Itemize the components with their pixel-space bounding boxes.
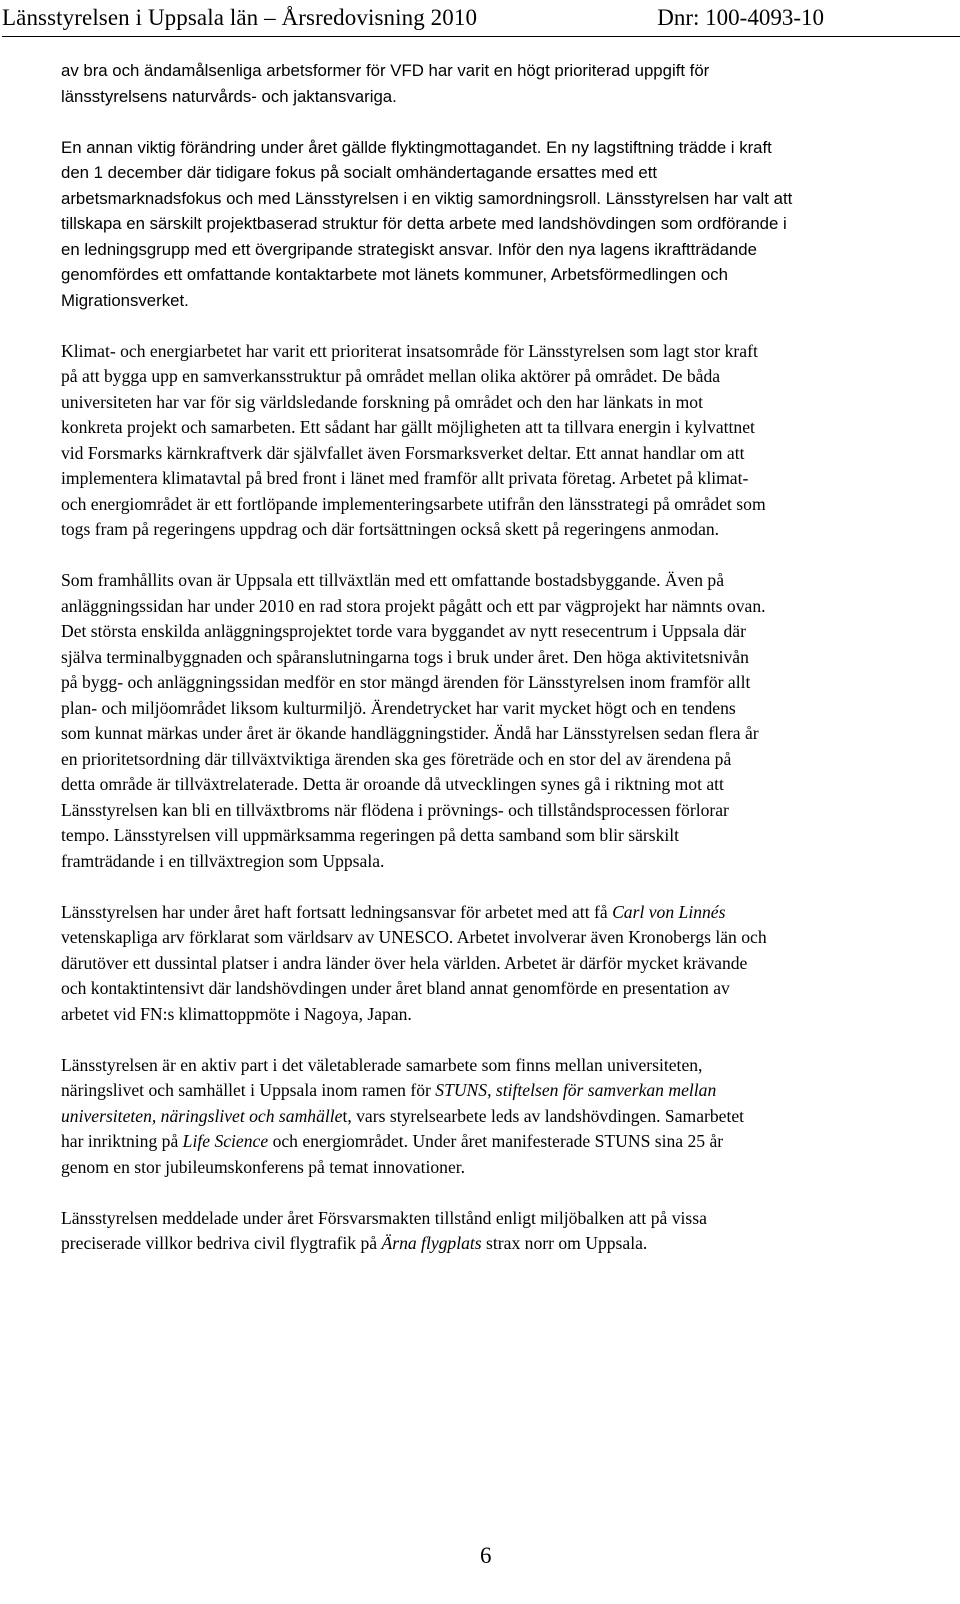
paragraph-refugee-reception (61, 135, 951, 314)
text-line: länsstyrelsens naturvårds- och jaktansvariga. (61, 86, 397, 106)
text-line: Länsstyrelsen meddelade under året Försvarsmakten tillstånd enligt miljöbalken att på vissa (61, 1207, 707, 1228)
text-line: själva terminalbyggnaden och spåranslutningarna togs i bruk under året. Den höga aktivitetsnivån (61, 646, 749, 667)
text-line: genomfördes ett omfattande kontaktarbete mot länets kommuner, Arbetsförmedlingen och (61, 265, 728, 284)
text-line: vid Forsmarks kärnkraftverk där självfallet även Forsmarksverket deltar. Ett annat handlar om att (61, 442, 745, 463)
text-line: därutöver ett dussintal platser i andra länder över hela världen. Arbetet är därför mycket krävande (61, 952, 748, 973)
paragraph-stuns (61, 1053, 951, 1181)
text-line: näringslivet och samhället i Uppsala inom ramen för STUNS, stiftelsen för samverkan mellan (61, 1080, 717, 1100)
text-line: vetenskapliga arv förklarat som världsarv av UNESCO. Arbetet involverar även Kronobergs län och (61, 927, 767, 947)
page-header (0, 3, 960, 37)
document-body (61, 58, 951, 1282)
text-line: implementera klimatavtal på bred front i länet med framför allt privata företag. Arbetet på klimat- (61, 468, 749, 488)
text-line: En annan viktig förändring under året gällde flyktingmottagandet. En ny lagstiftning trädde i kraft (61, 137, 772, 157)
text-line: Migrationsverket. (61, 290, 189, 310)
text-line: universiteten har var för sig världsledande forskning på området och den har länkats in mot (61, 391, 703, 412)
text-line: Som framhållits ovan är Uppsala ett tillväxtlän med ett omfattande bostadsbyggande. Även på (61, 570, 725, 590)
text-line: på bygg- och anläggningssidan medför en stor mängd ärenden för Länsstyrelsen inom framför allt (61, 672, 751, 692)
text-line: en prioritetsordning där tillväxtviktiga ärenden ska ges företräde och en stor del av ärendena på (61, 748, 732, 769)
text-line: genom en stor jubileumskonferens på temat innovationer. (61, 1156, 466, 1177)
paragraph-vfd (61, 58, 951, 109)
paragraph-climate-energy (61, 339, 951, 543)
text-line: av bra och ändamålsenliga arbetsformer för VFD har varit en högt prioriterad uppgift för (61, 61, 710, 80)
italic-text: Life Science (182, 1131, 269, 1151)
text-line: Länsstyrelsen kan bli en tillväxtbroms när flödena i prövnings- och tillståndsprocessen förlorar (61, 799, 729, 820)
text-line: en ledningsgrupp med ett övergripande strategiskt ansvar. Inför den nya lagens ikraftträdande (61, 239, 757, 259)
text-line: preciserade villkor bedriva civil flygtrafik på Ärna flygplats strax norr om Uppsala. (61, 1233, 648, 1253)
text-line: har inriktning på Life Science och energiområdet. Under året manifesterade STUNS sina 25 år (61, 1131, 724, 1151)
header-divider (2, 36, 960, 37)
text-line: detta område är tillväxtrelaterade. Detta är oroande då utvecklingen synes gå i riktning mot att (61, 774, 724, 794)
paragraph-growth-region (61, 568, 951, 874)
text-line: tempo. Länsstyrelsen vill uppmärksamma regeringen på detta samband som blir särskilt (61, 825, 680, 845)
paragraph-airport (61, 1206, 951, 1257)
paragraph-world-heritage (61, 900, 951, 1028)
text-line: och kontaktintensivt där landshövdingen under året bland annat genomförde en presentation av (61, 978, 730, 998)
text-line: anläggningssidan har under 2010 en rad stora projekt pågått och ett par vägprojekt har nämnts ovan. (61, 595, 766, 616)
text-line: som kunnat märkas under året är ökande handläggningstider. Ändå har Länsstyrelsen sedan flera år (61, 723, 759, 743)
italic-text: STUNS, stiftelsen för samverkan mellan (435, 1080, 717, 1100)
text-line: konkreta projekt och samarbeten. Ett sådant har gällt möjligheten att ta tillvara energin i kylvattnet (61, 417, 755, 437)
text-line: universiteten, näringslivet och samhället, vars styrelsearbete leds av landshövdingen. Samarbetet (61, 1105, 745, 1126)
text-line: Det största enskilda anläggningsprojektet torde vara byggandet av nytt resecentrum i Uppsala där (61, 621, 746, 641)
text-line: tillskapa en särskilt projektbaserad struktur för detta arbete med landshövdingen som ordförande i (61, 214, 787, 233)
header-document-number: Dnr: 100-4093-10 (657, 5, 824, 30)
text-line: arbetsmarknadsfokus och med Länsstyrelsen i en viktig samordningsroll. Länsstyrelsen har valt att (61, 188, 793, 208)
text-line: arbetet vid FN:s klimattoppmöte i Nagoya, Japan. (61, 1003, 412, 1024)
text-line: framträdande i en tillväxtregion som Uppsala. (61, 850, 385, 871)
text-line: togs fram på regeringens uppdrag och där fortsättningen också skett på regeringens anmodan. (61, 519, 720, 539)
italic-text: Carl von Linnés (612, 901, 726, 922)
text-line: Klimat- och energiarbetet har varit ett prioriterat insatsområde för Länsstyrelsen som lagt stor kraft (61, 340, 758, 361)
text-line: Länsstyrelsen har under året haft fortsatt ledningsansvar för arbetet med att få Carl von Linnés (61, 901, 726, 922)
text-line: plan- och miljöområdet liksom kulturmiljö. Ärendetrycket har varit mycket högt och en tendens (61, 697, 736, 718)
header-title: Länsstyrelsen i Uppsala län – Årsredovisning 2010 (2, 5, 478, 30)
page-number: 6 (480, 1543, 492, 1568)
italic-text: Ärna flygplats (381, 1233, 482, 1253)
text-line: på att bygga upp en samverkansstruktur på området mellan olika aktörer på området. De båda (61, 366, 721, 386)
italic-text: universiteten, näringslivet och samhälle (61, 1105, 343, 1126)
text-line: Länsstyrelsen är en aktiv part i det väletablerade samarbete som finns mellan universiteten, (61, 1054, 703, 1075)
text-line: den 1 december där tidigare fokus på socialt omhändertagande ersattes med ett (61, 163, 658, 182)
text-line: och energiområdet är ett fortlöpande implementeringsarbete utifrån den länsstrategi på området som (61, 493, 766, 514)
